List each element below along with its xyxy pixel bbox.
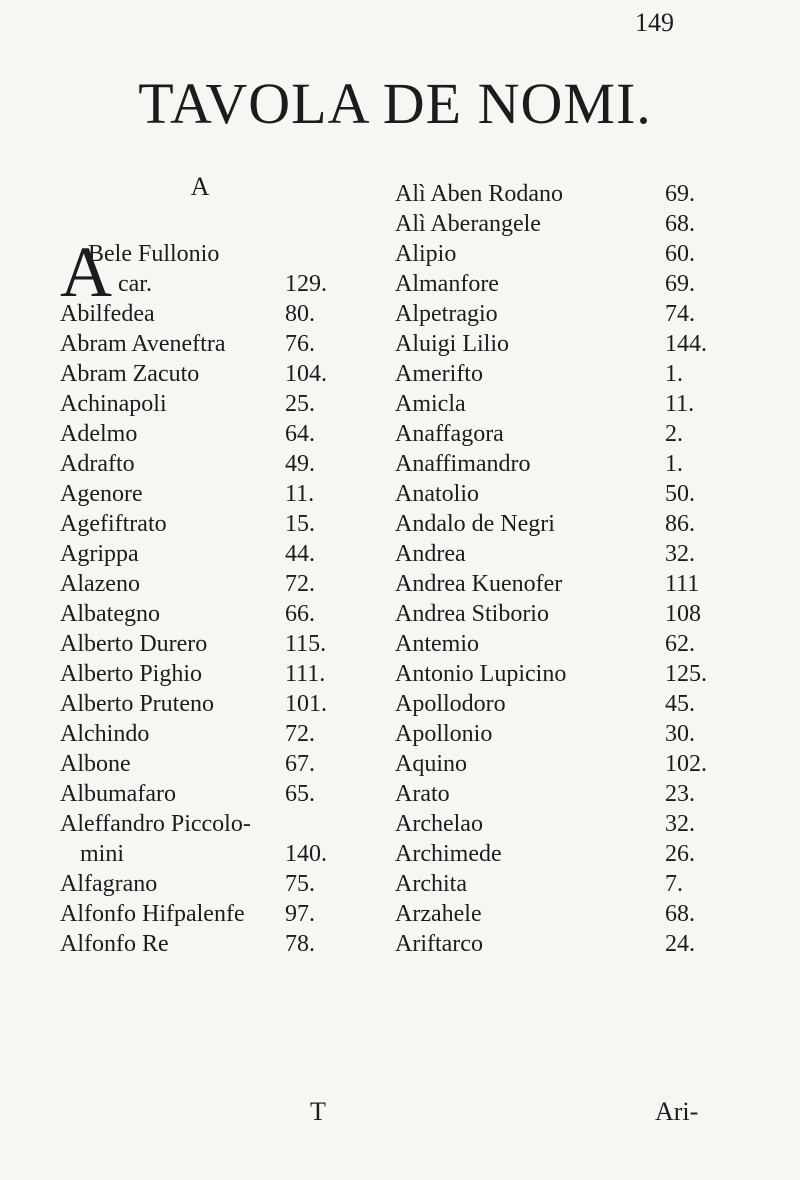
index-entry — [395, 209, 715, 239]
entry-name: Agrippa — [60, 541, 139, 567]
entry-name: Alfagrano — [60, 871, 158, 897]
index-entry — [60, 809, 340, 839]
index-entry — [395, 389, 715, 419]
entry-name: Apollonio — [395, 721, 493, 747]
section-letter-heading: A — [190, 172, 210, 201]
index-entry — [395, 749, 715, 779]
index-entry — [60, 689, 340, 719]
signature-mark: T — [310, 1097, 326, 1126]
entry-page: 25. — [285, 391, 315, 417]
entry-page: 32. — [665, 811, 695, 837]
entry-page: 101. — [285, 691, 327, 717]
entry-name: Alì Aben Rodano — [395, 181, 563, 207]
index-entry — [60, 599, 340, 629]
entry-name: Alberto Durero — [60, 631, 208, 657]
entry-name: Andalo de Negri — [395, 511, 555, 537]
entry-page: 66. — [285, 601, 315, 627]
index-entry-continuation — [60, 269, 340, 299]
entry-name: Antemio — [395, 631, 479, 657]
index-entry — [395, 629, 715, 659]
index-entry — [395, 419, 715, 449]
index-entry — [395, 239, 715, 269]
index-entry — [395, 839, 715, 869]
index-entry — [395, 539, 715, 569]
entry-name: Adelmo — [60, 421, 138, 447]
entry-name-continuation: car. — [118, 271, 152, 297]
drop-cap: A — [60, 232, 112, 312]
entry-page: 65. — [285, 781, 315, 807]
entry-name: Albumafaro — [60, 781, 176, 807]
index-entry — [395, 329, 715, 359]
entry-name: Antonio Lupicino — [395, 661, 567, 687]
entry-page: 78. — [285, 931, 315, 957]
index-entry — [60, 869, 340, 899]
entry-name: Andrea — [395, 541, 466, 567]
entry-page: 15. — [285, 511, 315, 537]
entry-name: Amicla — [395, 391, 466, 417]
entry-name: Albone — [60, 751, 131, 777]
index-entry — [395, 929, 715, 959]
entry-page: 2. — [665, 421, 683, 447]
entry-name: Albategno — [60, 601, 160, 627]
entry-page: 102. — [665, 751, 707, 777]
entry-page: 69. — [665, 271, 695, 297]
index-entry — [60, 449, 340, 479]
entry-name: Archita — [395, 871, 467, 897]
index-entry — [395, 569, 715, 599]
catchword: Ari- — [655, 1097, 699, 1126]
entry-name: Anaffimandro — [395, 451, 531, 477]
entry-page: 75. — [285, 871, 315, 897]
page-number: 149 — [635, 8, 674, 37]
entry-page: 104. — [285, 361, 327, 387]
entry-page: 68. — [665, 211, 695, 237]
entry-name: mini — [80, 841, 125, 867]
entry-name: Alipio — [395, 241, 457, 267]
entry-name: Alchindo — [60, 721, 150, 747]
entry-page: 67. — [285, 751, 315, 777]
index-entry — [395, 719, 715, 749]
entry-page: 80. — [285, 301, 315, 327]
entry-page: 49. — [285, 451, 315, 477]
index-entry — [395, 299, 715, 329]
index-entry — [60, 539, 340, 569]
entry-name: Aquino — [395, 751, 467, 777]
entry-name: Adrafto — [60, 451, 135, 477]
entry-name: Arzahele — [395, 901, 482, 927]
entry-name: Alì Aberangele — [395, 211, 541, 237]
index-entry — [60, 899, 340, 929]
entry-page: 111 — [665, 571, 700, 597]
index-entry — [60, 509, 340, 539]
index-entry — [60, 839, 340, 869]
entry-name: Agenore — [60, 481, 143, 507]
index-entry — [395, 509, 715, 539]
entry-page: 11. — [665, 391, 695, 417]
entry-page: 72. — [285, 571, 315, 597]
index-entry — [60, 659, 340, 689]
entry-page: 111. — [285, 661, 326, 687]
index-entry — [395, 689, 715, 719]
entry-page: 62. — [665, 631, 695, 657]
entry-name: Abram Aveneftra — [60, 331, 226, 357]
entry-name: Alberto Pruteno — [60, 691, 214, 717]
index-entry — [60, 749, 340, 779]
entry-page: 115. — [285, 631, 327, 657]
entry-name: Alfonfo Hifpalenfe — [60, 901, 245, 927]
index-entry — [395, 899, 715, 929]
entry-page: 26. — [665, 841, 695, 867]
page-title: TAVOLA DE NOMI. — [138, 71, 652, 136]
index-entry — [395, 479, 715, 509]
entry-page: 24. — [665, 931, 695, 957]
entry-name: Achinapoli — [60, 391, 167, 417]
entry-page: 64. — [285, 421, 315, 447]
entry-page: 50. — [665, 481, 695, 507]
entry-page: 32. — [665, 541, 695, 567]
index-entry — [60, 479, 340, 509]
index-entry — [60, 299, 340, 329]
entry-name: Aleffandro Piccolo- — [60, 811, 251, 837]
entry-page: 30. — [665, 721, 695, 747]
index-entry — [60, 239, 340, 269]
index-entry — [395, 869, 715, 899]
entry-page: 140. — [285, 841, 327, 867]
entry-name: Alazeno — [60, 571, 140, 597]
entry-name: Alberto Pighio — [60, 661, 202, 687]
entry-name: Anaffagora — [395, 421, 504, 447]
index-entry — [60, 389, 340, 419]
entry-page: 76. — [285, 331, 315, 357]
index-entry — [395, 179, 715, 209]
entry-name: Anatolio — [395, 481, 479, 507]
entry-page: 44. — [285, 541, 315, 567]
entry-page: 108 — [665, 601, 701, 627]
entry-name: Andrea Kuenofer — [395, 571, 563, 597]
index-entry — [60, 629, 340, 659]
entry-name: Bele Fullonio — [88, 241, 220, 267]
entry-page: 74. — [665, 301, 695, 327]
index-entry — [60, 419, 340, 449]
index-entry — [395, 599, 715, 629]
index-entry — [395, 449, 715, 479]
entry-name: Archelao — [395, 811, 483, 837]
index-entry — [395, 659, 715, 689]
index-entry — [395, 809, 715, 839]
entry-page: 7. — [665, 871, 683, 897]
entry-page: 60. — [665, 241, 695, 267]
entry-name: Andrea Stiborio — [395, 601, 549, 627]
entry-page: 97. — [285, 901, 315, 927]
index-entry — [60, 779, 340, 809]
index-entry — [395, 779, 715, 809]
index-entry — [60, 359, 340, 389]
entry-name: Amerifto — [395, 361, 483, 387]
entry-page: 72. — [285, 721, 315, 747]
entry-page: 23. — [665, 781, 695, 807]
index-entry — [60, 329, 340, 359]
index-entry — [395, 269, 715, 299]
index-entry — [395, 359, 715, 389]
index-entry — [60, 569, 340, 599]
entry-page: 69. — [665, 181, 695, 207]
entry-page: 68. — [665, 901, 695, 927]
entry-page: 1. — [665, 451, 683, 477]
entry-name: Almanfore — [395, 271, 499, 297]
entry-name: Aluigi Lilio — [395, 331, 509, 357]
entry-name: Alfonfo Re — [60, 931, 169, 957]
entry-page: 11. — [285, 481, 315, 507]
entry-page: 45. — [665, 691, 695, 717]
entry-name: Abilfedea — [60, 301, 155, 327]
index-entry — [60, 719, 340, 749]
entry-name: Apollodoro — [395, 691, 506, 717]
entry-name: Abram Zacuto — [60, 361, 200, 387]
entry-page: 1. — [665, 361, 683, 387]
entry-name: Alpetragio — [395, 301, 498, 327]
entry-name: Arato — [395, 781, 450, 807]
entry-name: Archimede — [395, 841, 502, 867]
index-entry — [60, 929, 340, 959]
entry-name: Ariftarco — [395, 931, 483, 957]
entry-page: 86. — [665, 511, 695, 537]
entry-page: 125. — [665, 661, 707, 687]
entry-page: 144. — [665, 331, 707, 357]
entry-page: 129. — [285, 271, 327, 297]
entry-name: Agefiftrato — [60, 511, 167, 537]
